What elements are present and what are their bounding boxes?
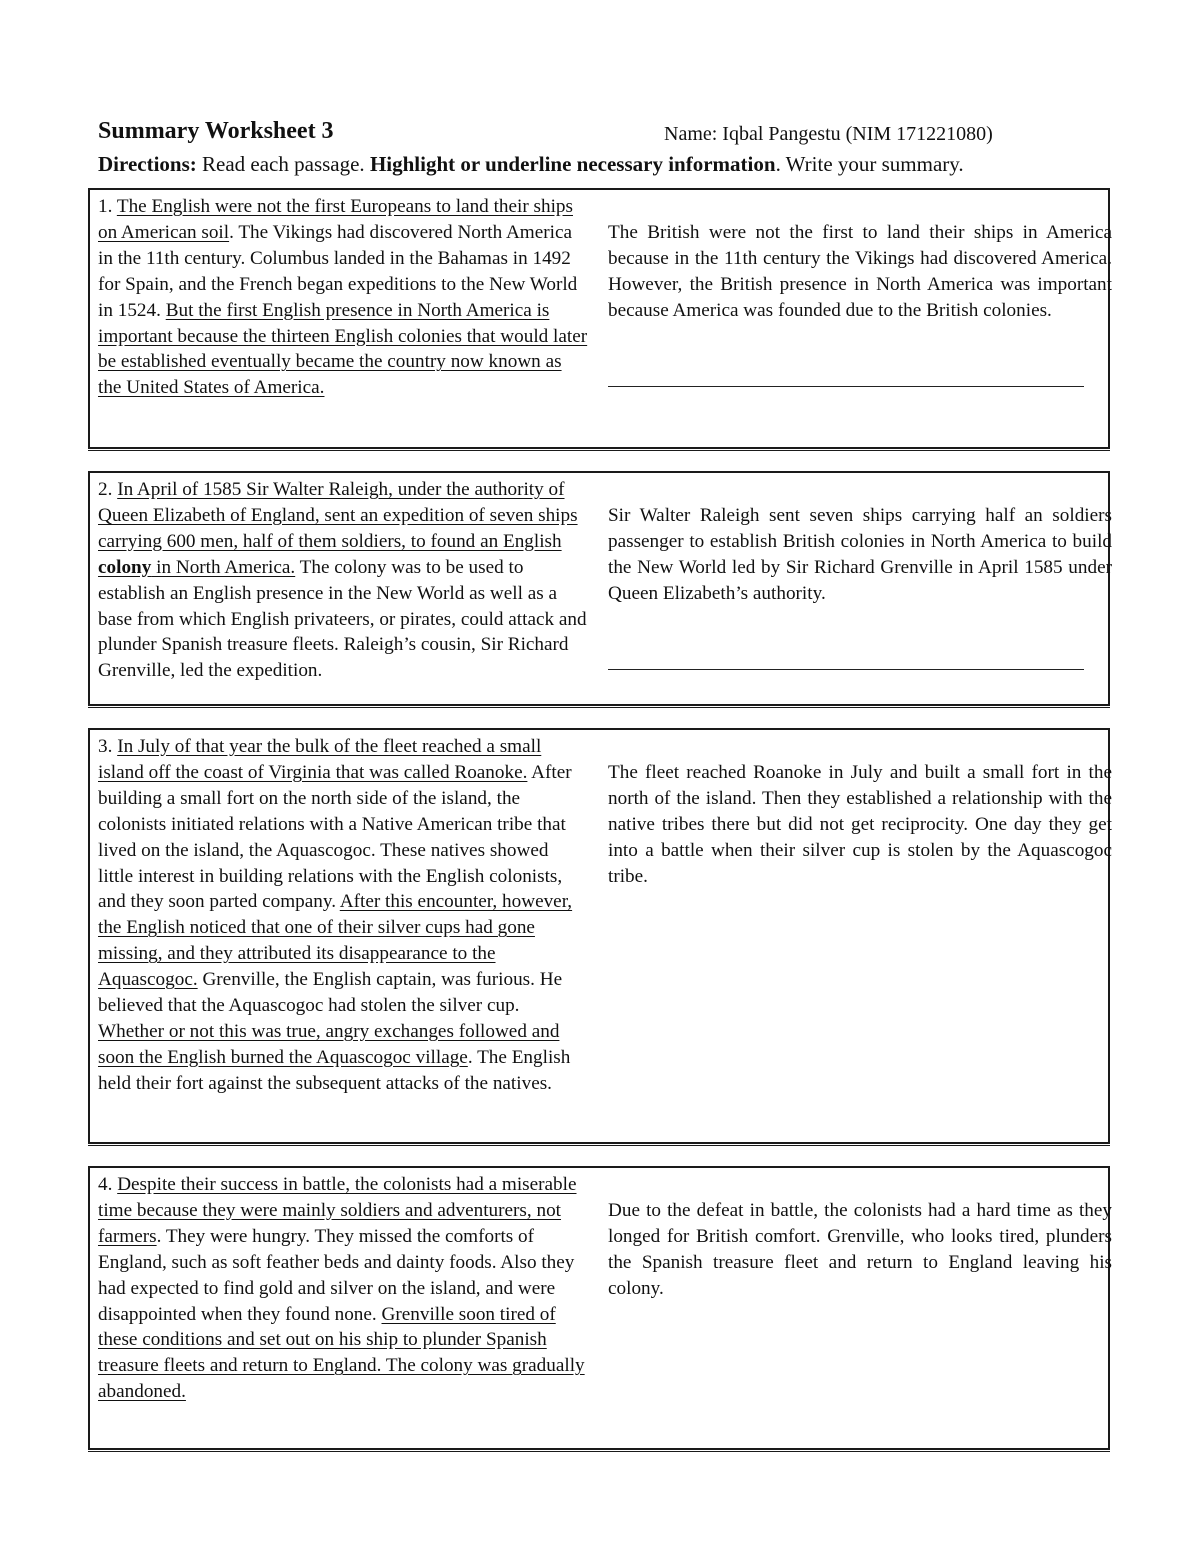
worksheet-header	[98, 118, 1108, 177]
underlined-bold-text	[98, 557, 151, 578]
directions-emphasis: Highlight or underline necessary information	[369, 152, 776, 176]
underlined-text: Despite their success in battle, the colonists had a miserable time because they were mainly soldiers and adventurers, not farmers	[98, 1174, 577, 1247]
underlined-text: After this encounter, however, the English noticed that one of their silver cups had gone missing, and they attributed its disappearance to the Aquascogoc.	[98, 891, 573, 991]
student-name: Name: Iqbal Pangestu (NIM 171221080)	[664, 123, 993, 145]
underlined-text: In July of that year the bulk of the fleet reached a small island off the coast of Virginia that was called Roanoke.	[98, 736, 542, 783]
worksheet-title: Summary Worksheet 3	[98, 118, 334, 144]
summary-text-4: Due to the defeat in battle, the colonists had a hard time as they longed for British comfort. Grenville, who looks tired, plunders the Spanish treasure fleet and return to England leaving his colony.	[608, 1200, 1112, 1299]
summary-text-2: Sir Walter Raleigh sent seven ships carrying half an soldiers passenger to establish British colonies in North America to build the New World led by Sir Richard Grenville in April 1585 under Queen Elizabeth’s authority.	[608, 505, 1112, 604]
underlined-text: In April of 1585 Sir Walter Raleigh, under the authority of Queen Elizabeth of England, sent an expedition of seven ships carrying 600 men, half of them soldiers, to found an English	[98, 479, 578, 552]
title-row	[98, 118, 1108, 152]
directions	[98, 152, 1108, 177]
underlined-text: Grenville soon tired of these conditions and set out on his ship to plunder Spanish treasure fleets and return to England. The colony was gradually abandoned.	[98, 1303, 585, 1403]
passage-number: 2.	[98, 479, 118, 500]
passage-body: . The English held their fort against the subsequent attacks of the natives.	[98, 1046, 571, 1094]
passage-text-1	[98, 194, 588, 401]
passage-text-4	[98, 1172, 588, 1405]
passage-box-3	[88, 728, 1110, 1144]
passage-body: Grenville, the English captain, was furious. He believed that the Aquascogoc had stolen the silver cup.	[98, 969, 563, 1017]
summary-text-1: The British were not the first to land their ships in America because in the 11th century the Vikings had discovered America. However, the British presence in North America was important because America was founded due to the British colonies.	[608, 222, 1112, 321]
passage-body: . They were hungry. They missed the comforts of England, such as soft feather beds and dainty foods. Also they had expected to find gold and silver on the island, and were disappointed when they found none.	[98, 1225, 575, 1325]
directions-text-1: Read each passage.	[196, 152, 370, 176]
passage-box-1	[88, 188, 1110, 449]
passage-box-4	[88, 1166, 1110, 1450]
passage-number: 3.	[98, 736, 118, 757]
underlined-text: Whether or not this was true, angry exchanges followed and soon the English burned the Aquascogoc village	[98, 1020, 560, 1068]
answer-line	[608, 669, 1084, 670]
passage-body: The colony was to be used to establish an English presence in the New World as well as a base from which English privateers, or pirates, could attack and plunder Spanish treasure fleets. Raleigh’s cousin, Sir Richard Grenville, led the expedition.	[98, 556, 587, 682]
colony-term: colony	[98, 556, 152, 578]
passage-text-3	[98, 734, 588, 1097]
directions-text-2: . Write your summary.	[775, 152, 964, 176]
summary-text-3: The fleet reached Roanoke in July and built a small fort in the north of the island. Then they established a relationship with the native tribes there but did not get reciprocity. One day they get into a battle when their silver cup is stolen by the Aquascogoc tribe.	[608, 762, 1112, 887]
underlined-text: But the first English presence in North America is important because the thirteen English colonies that would later be established eventually became the country now known as the United States of America.	[98, 299, 588, 399]
passage-number: 4.	[98, 1174, 118, 1195]
underlined-text: in North America.	[151, 556, 296, 578]
answer-line	[608, 386, 1084, 387]
underlined-text: The English were not the first Europeans to land their ships on American soil	[98, 196, 573, 243]
passage-number: 1.	[98, 196, 117, 217]
passage-text-2	[98, 477, 588, 684]
directions-label: Directions:	[98, 152, 197, 176]
passage-box-2	[88, 471, 1110, 706]
passage-body: . The Vikings had discovered North America in the 11th century. Columbus landed in the Bahamas in 1492 for Spain, and the French began expeditions to the New World in 1524.	[98, 221, 578, 321]
passage-body: After building a small fort on the north side of the island, the colonists initiated relations with a Native American tribe that lived on the island, the Aquascogoc. These natives showed little interest in building relations with the English colonists, and they soon parted company.	[98, 761, 572, 913]
